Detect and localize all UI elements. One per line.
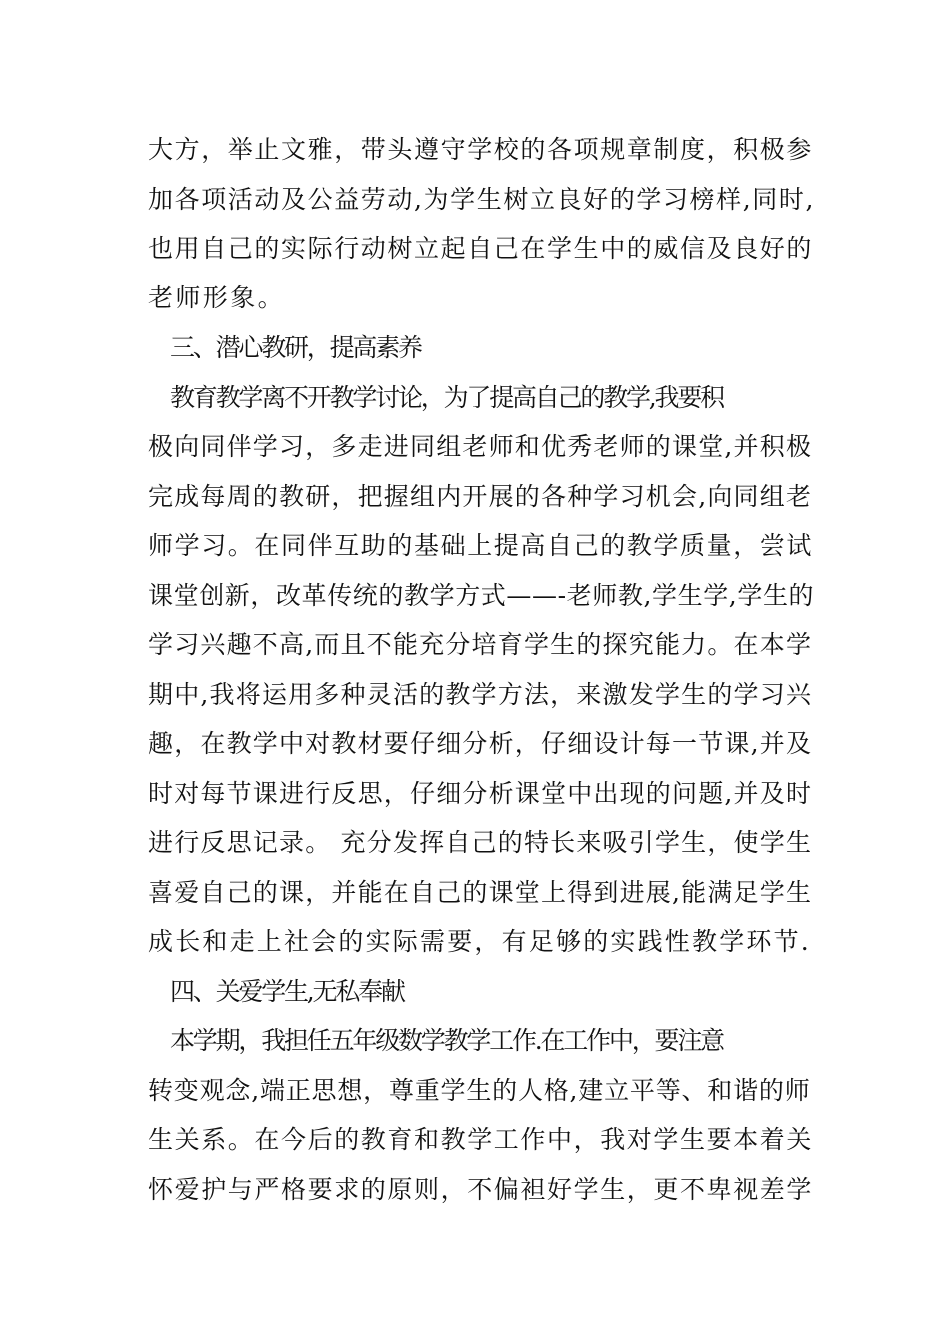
section-heading-4: 四、关爱学生,无私奉献 [170,977,404,1006]
text-line: 本学期，我担任五年级数学教学工作.在工作中，要注意 [170,1026,723,1055]
text-line: 大方，举止文雅，带头遵守学校的各项规章制度，积极参 [148,135,814,164]
text-line: 转变观念,端正思想，尊重学生的人格,建立平等、和谐的师 [148,1076,811,1105]
text-line: 课堂创新，改革传统的教学方式——-老师教,学生学,学生的 [148,581,815,610]
text-line: 怀爱护与严格要求的原则，不偏袒好学生，更不卑视差学 [148,1175,814,1204]
text-line: 趣，在教学中对教材要仔细分析，仔细设计每一节课,并及 [148,729,813,758]
text-line: 也用自己的实际行动树立起自己在学生中的威信及良好的 [148,234,814,263]
text-line: 加各项活动及公益劳动,为学生树立良好的学习榜样,同时, [148,185,816,214]
text-line: 教育教学离不开教学讨论，为了提高自己的教学,我要积 [170,383,723,412]
text-line: 时对每节课进行反思，仔细分析课堂中出现的问题,并及时 [148,779,813,808]
text-line: 完成每周的教研，把握组内开展的各种学习机会,向同组老 [148,482,813,511]
text-line: 极向同伴学习，多走进同组老师和优秀老师的课堂,并积极 [148,432,813,461]
text-line: 生关系。在今后的教育和教学工作中，我对学生要本着关 [148,1125,814,1154]
text-line: 成长和走上社会的实际需要，有足够的实践性教学环节. [148,927,811,956]
text-line: 喜爱自己的课，并能在自己的课堂上得到进展,能满足学生 [148,878,813,907]
text-line: 进行反思记录。 充分发挥自己的特长来吸引学生，使学生 [148,828,813,857]
text-line: 学习兴趣不高,而且不能充分培育学生的探究能力。在本学 [148,630,813,659]
section-heading-3: 三、潜心教研，提高素养 [170,333,421,362]
text-line: 师学习。在同伴互助的基础上提高自己的教学质量，尝试 [148,531,814,560]
text-line: 老师形象。 [148,283,286,312]
text-line: 期中,我将运用多种灵活的教学方法，来激发学生的学习兴 [148,680,813,709]
